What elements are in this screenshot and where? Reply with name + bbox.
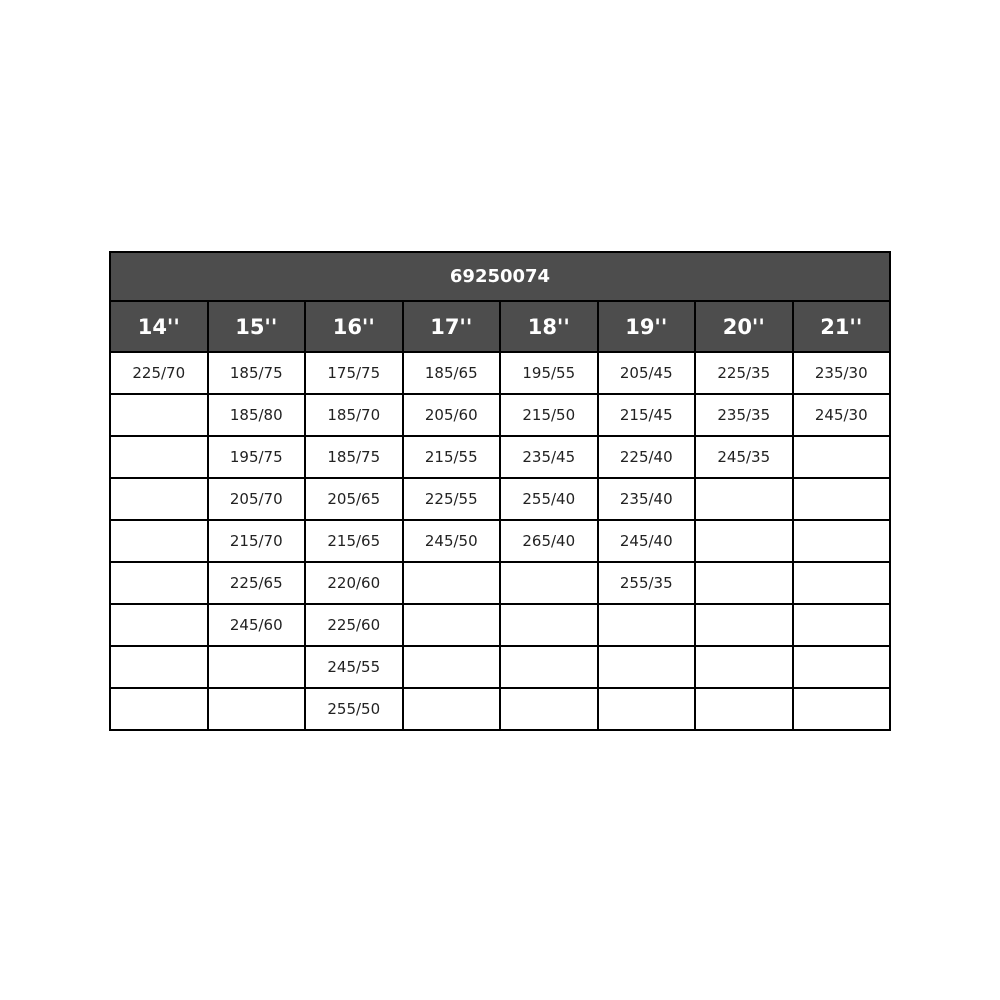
table-cell: 255/40 bbox=[500, 478, 598, 520]
table-cell: 185/75 bbox=[305, 436, 403, 478]
column-header-19: 19'' bbox=[598, 301, 696, 352]
table-cell bbox=[110, 604, 208, 646]
table-cell bbox=[793, 646, 891, 688]
table-cell bbox=[208, 688, 306, 730]
table-cell bbox=[793, 688, 891, 730]
table-cell: 205/65 bbox=[305, 478, 403, 520]
table-cell bbox=[598, 688, 696, 730]
table-cell: 225/40 bbox=[598, 436, 696, 478]
table-cell: 245/30 bbox=[793, 394, 891, 436]
table-row bbox=[110, 436, 890, 478]
table-cell: 225/65 bbox=[208, 562, 306, 604]
table-cell bbox=[598, 646, 696, 688]
table-cell: 215/70 bbox=[208, 520, 306, 562]
table-cell: 205/70 bbox=[208, 478, 306, 520]
table-cell bbox=[403, 562, 501, 604]
table-title: 69250074 bbox=[110, 252, 890, 301]
table-cell: 265/40 bbox=[500, 520, 598, 562]
table-cell: 215/50 bbox=[500, 394, 598, 436]
table-cell: 245/55 bbox=[305, 646, 403, 688]
table-cell: 205/60 bbox=[403, 394, 501, 436]
table-row bbox=[110, 688, 890, 730]
table-cell bbox=[793, 562, 891, 604]
table-cell: 255/35 bbox=[598, 562, 696, 604]
table-cell: 215/55 bbox=[403, 436, 501, 478]
table-row bbox=[110, 394, 890, 436]
table-row bbox=[110, 478, 890, 520]
table-cell: 225/55 bbox=[403, 478, 501, 520]
table-row bbox=[110, 520, 890, 562]
table-cell bbox=[110, 646, 208, 688]
table-cell: 185/80 bbox=[208, 394, 306, 436]
table-cell: 235/30 bbox=[793, 352, 891, 394]
table-cell bbox=[110, 394, 208, 436]
table-row bbox=[110, 646, 890, 688]
table-cell: 215/65 bbox=[305, 520, 403, 562]
table-row bbox=[110, 562, 890, 604]
table-cell bbox=[403, 688, 501, 730]
table-cell bbox=[500, 646, 598, 688]
table-cell bbox=[500, 604, 598, 646]
column-header-16: 16'' bbox=[305, 301, 403, 352]
column-header-18: 18'' bbox=[500, 301, 598, 352]
column-header-21: 21'' bbox=[793, 301, 891, 352]
tire-size-table-container bbox=[109, 251, 891, 731]
table-cell: 195/55 bbox=[500, 352, 598, 394]
title-row bbox=[110, 252, 890, 301]
table-cell: 245/40 bbox=[598, 520, 696, 562]
table-cell: 195/75 bbox=[208, 436, 306, 478]
table-cell: 175/75 bbox=[305, 352, 403, 394]
table-cell bbox=[110, 688, 208, 730]
table-cell bbox=[695, 562, 793, 604]
table-cell bbox=[208, 646, 306, 688]
column-header-17: 17'' bbox=[403, 301, 501, 352]
table-cell: 225/70 bbox=[110, 352, 208, 394]
table-cell: 235/40 bbox=[598, 478, 696, 520]
table-cell bbox=[110, 478, 208, 520]
table-cell: 245/50 bbox=[403, 520, 501, 562]
table-cell: 185/70 bbox=[305, 394, 403, 436]
table-cell: 225/60 bbox=[305, 604, 403, 646]
table-row bbox=[110, 604, 890, 646]
table-cell bbox=[598, 604, 696, 646]
column-header-20: 20'' bbox=[695, 301, 793, 352]
table-cell bbox=[793, 520, 891, 562]
table-cell bbox=[695, 520, 793, 562]
header-row bbox=[110, 301, 890, 352]
table-cell: 185/75 bbox=[208, 352, 306, 394]
column-header-14: 14'' bbox=[110, 301, 208, 352]
table-cell: 220/60 bbox=[305, 562, 403, 604]
table-cell bbox=[403, 646, 501, 688]
table-cell bbox=[110, 520, 208, 562]
table-cell: 225/35 bbox=[695, 352, 793, 394]
table-cell: 185/65 bbox=[403, 352, 501, 394]
table-row bbox=[110, 352, 890, 394]
table-cell bbox=[695, 604, 793, 646]
table-cell bbox=[793, 436, 891, 478]
table-cell bbox=[110, 562, 208, 604]
table-cell: 245/60 bbox=[208, 604, 306, 646]
table-cell: 215/45 bbox=[598, 394, 696, 436]
table-cell bbox=[695, 646, 793, 688]
table-cell bbox=[793, 478, 891, 520]
table-cell bbox=[793, 604, 891, 646]
table-cell: 245/35 bbox=[695, 436, 793, 478]
table-cell: 255/50 bbox=[305, 688, 403, 730]
table-cell bbox=[500, 562, 598, 604]
column-header-15: 15'' bbox=[208, 301, 306, 352]
table-cell: 235/45 bbox=[500, 436, 598, 478]
table-cell bbox=[695, 688, 793, 730]
tire-size-table bbox=[109, 251, 891, 731]
table-cell bbox=[500, 688, 598, 730]
table-cell: 235/35 bbox=[695, 394, 793, 436]
table-cell bbox=[110, 436, 208, 478]
table-body bbox=[110, 352, 890, 730]
table-cell bbox=[403, 604, 501, 646]
table-cell bbox=[695, 478, 793, 520]
table-cell: 205/45 bbox=[598, 352, 696, 394]
